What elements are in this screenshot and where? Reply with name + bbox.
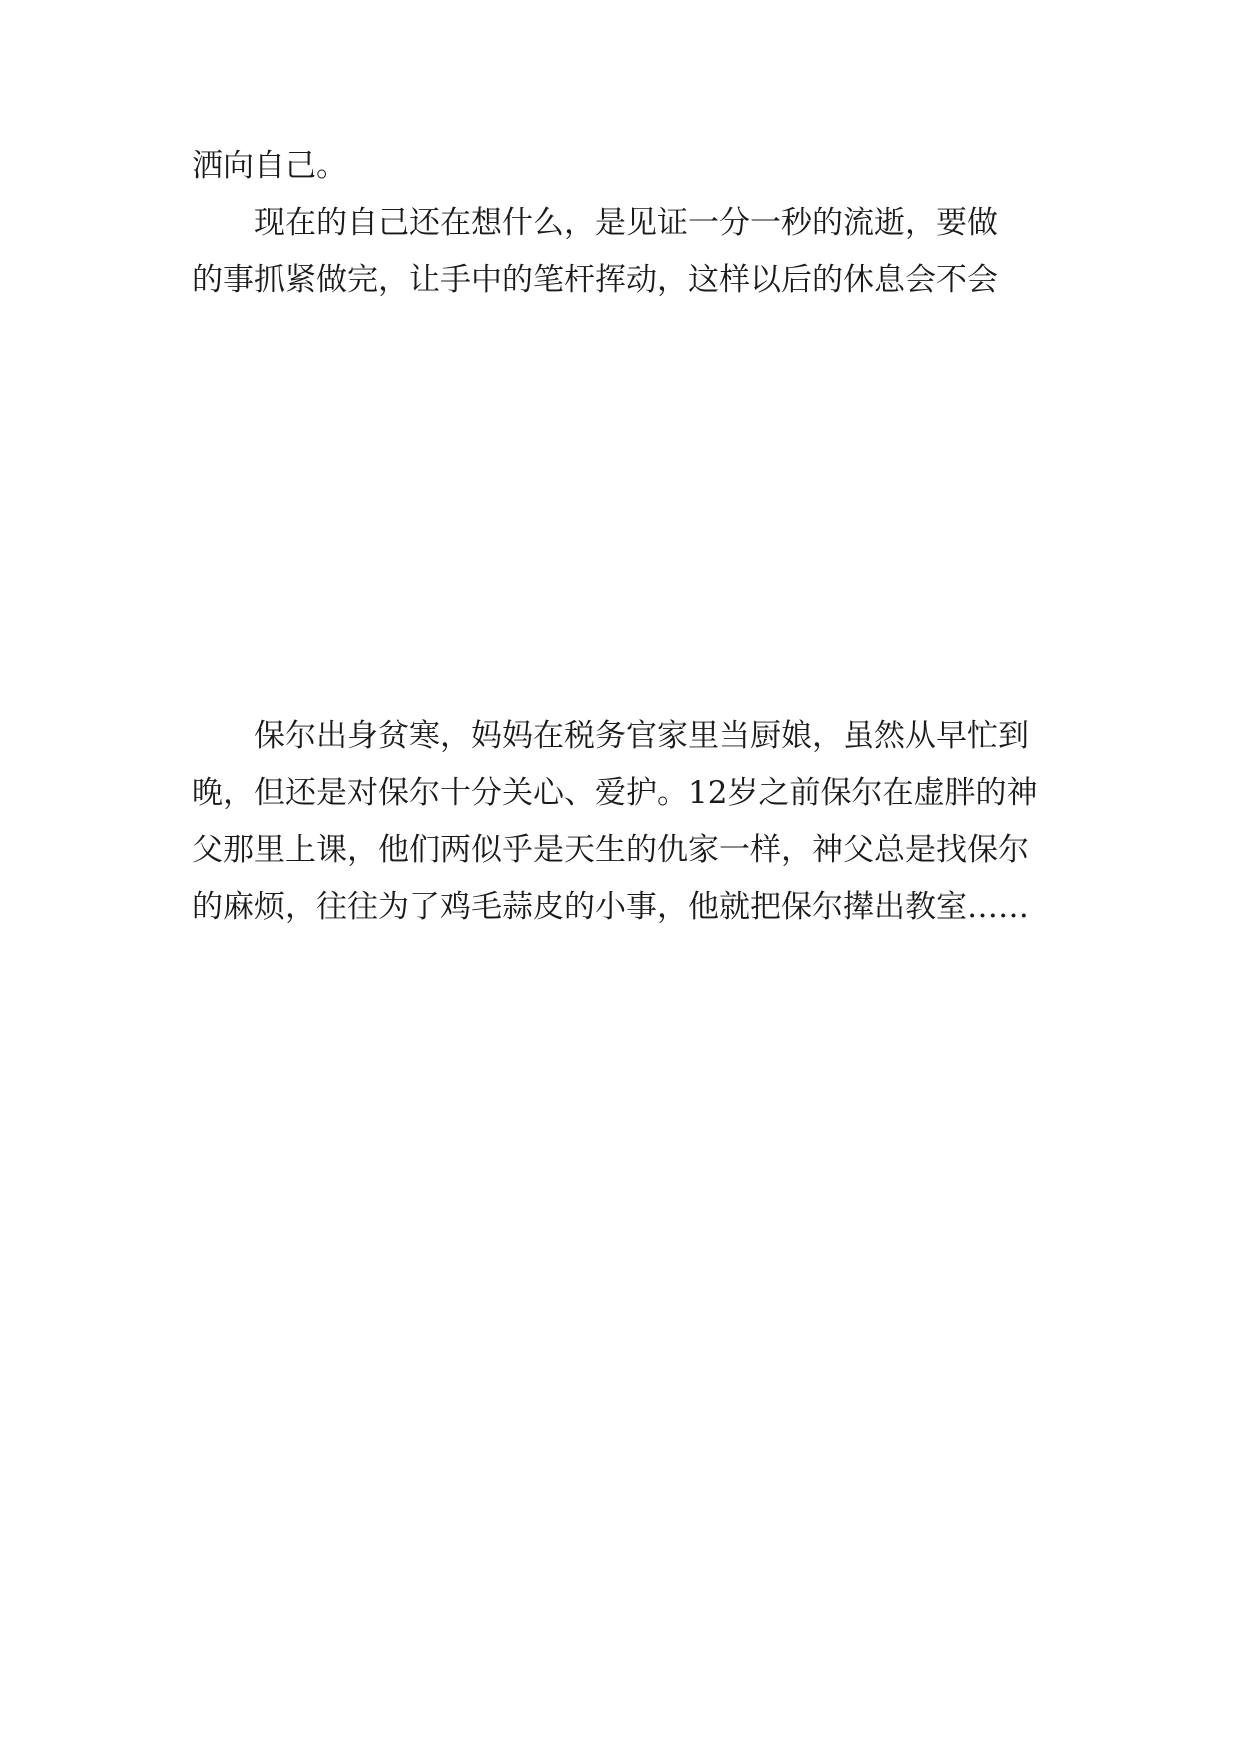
line-2: 现在的自己还在想什么，是见证一分一秒的流逝，要做 [254,205,998,241]
text-body [192,138,1052,309]
line-3: 的事抓紧做完，让手中的笔杆挥动，这样以后的休息会不会 [192,262,998,298]
line-1: 洒向自己。 [192,148,347,184]
sample-paragraph: 保尔出身贫寒，妈妈在税务官家里当厨娘，虽然从早忙到晚，但还是对保尔十分关心、爱护。12岁之前保尔在虚胖的神父那里上课，他们两似乎是天生的仇家一样，神父总是找保尔的麻烦，往往为了鸡毛蒜皮的小事，他就把保尔撵出教室…… [192,718,1038,925]
sample-paragraph-block [192,708,1052,936]
